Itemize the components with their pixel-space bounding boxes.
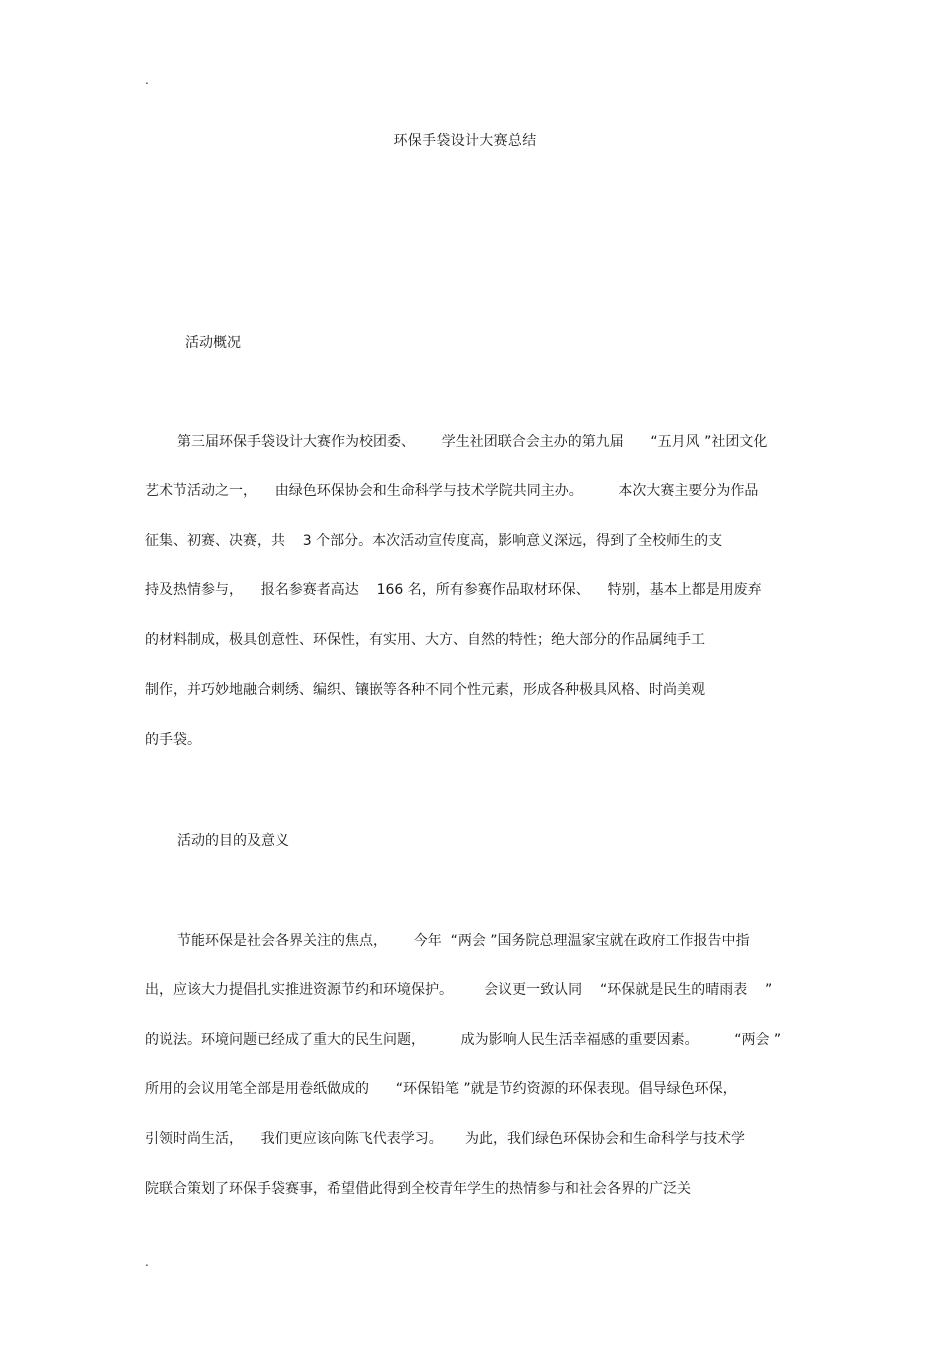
paragraph-line: 艺术节活动之一， 由绿色环保协会和生命科学与技术学院共同主办。 本次大赛主要分为作品 bbox=[145, 483, 759, 499]
paragraph-line: 院联合策划了环保手袋赛事，希望借此得到全校青年学生的热情参与和社会各界的广泛关 bbox=[145, 1181, 691, 1197]
paragraph-line: 征集、初赛、决赛，共 3 个部分。本次活动宣传度高，影响意义深远，得到了全校师生的支 bbox=[145, 533, 723, 549]
paragraph-line: 的材料制成，极具创意性、环保性，有实用、大方、自然的特性；绝大部分的作品属纯手工 bbox=[145, 632, 705, 648]
paragraph-line: 的说法。环境问题已经成了重大的民生问题， 成为影响人民生活幸福感的重要因素。 “两会 ” bbox=[145, 1032, 782, 1048]
section-heading-overview: 活动概况 bbox=[185, 335, 241, 351]
top-page-marker: . bbox=[145, 73, 149, 87]
paragraph-line: 第三届环保手袋设计大赛作为校团委、 学生社团联合会主办的第九届 “五月风 ”社团文化 bbox=[177, 434, 768, 450]
document-title: 环保手袋设计大赛总结 bbox=[393, 133, 537, 149]
paragraph-line: 所用的会议用笔全部是用卷纸做成的 “环保铅笔 ”就是节约资源的环保表现。倡导绿色环保， bbox=[145, 1081, 737, 1097]
bottom-page-marker: . bbox=[145, 1255, 149, 1269]
paragraph-line: 出，应该大力提倡扎实推进资源节约和环境保护。 会议更一致认同 “环保就是民生的晴雨表 ” bbox=[145, 982, 773, 998]
paragraph-line: 的手袋。 bbox=[145, 732, 201, 748]
section-heading-purpose: 活动的目的及意义 bbox=[177, 833, 289, 849]
paragraph-line: 节能环保是社会各界关注的焦点， 今年 “两会 ”国务院总理温家宝就在政府工作报告中指 bbox=[177, 933, 750, 949]
paragraph-line: 引领时尚生活， 我们更应该向陈飞代表学习。 为此，我们绿色环保协会和生命科学与技术学 bbox=[145, 1131, 746, 1147]
paragraph-line: 持及热情参与， 报名参赛者高达 166 名，所有参赛作品取材环保、 特别，基本上都是用废弃 bbox=[145, 582, 762, 598]
paragraph-line: 制作，并巧妙地融合刺绣、编织、镶嵌等各种不同个性元素，形成各种极具风格、时尚美观 bbox=[145, 682, 705, 698]
